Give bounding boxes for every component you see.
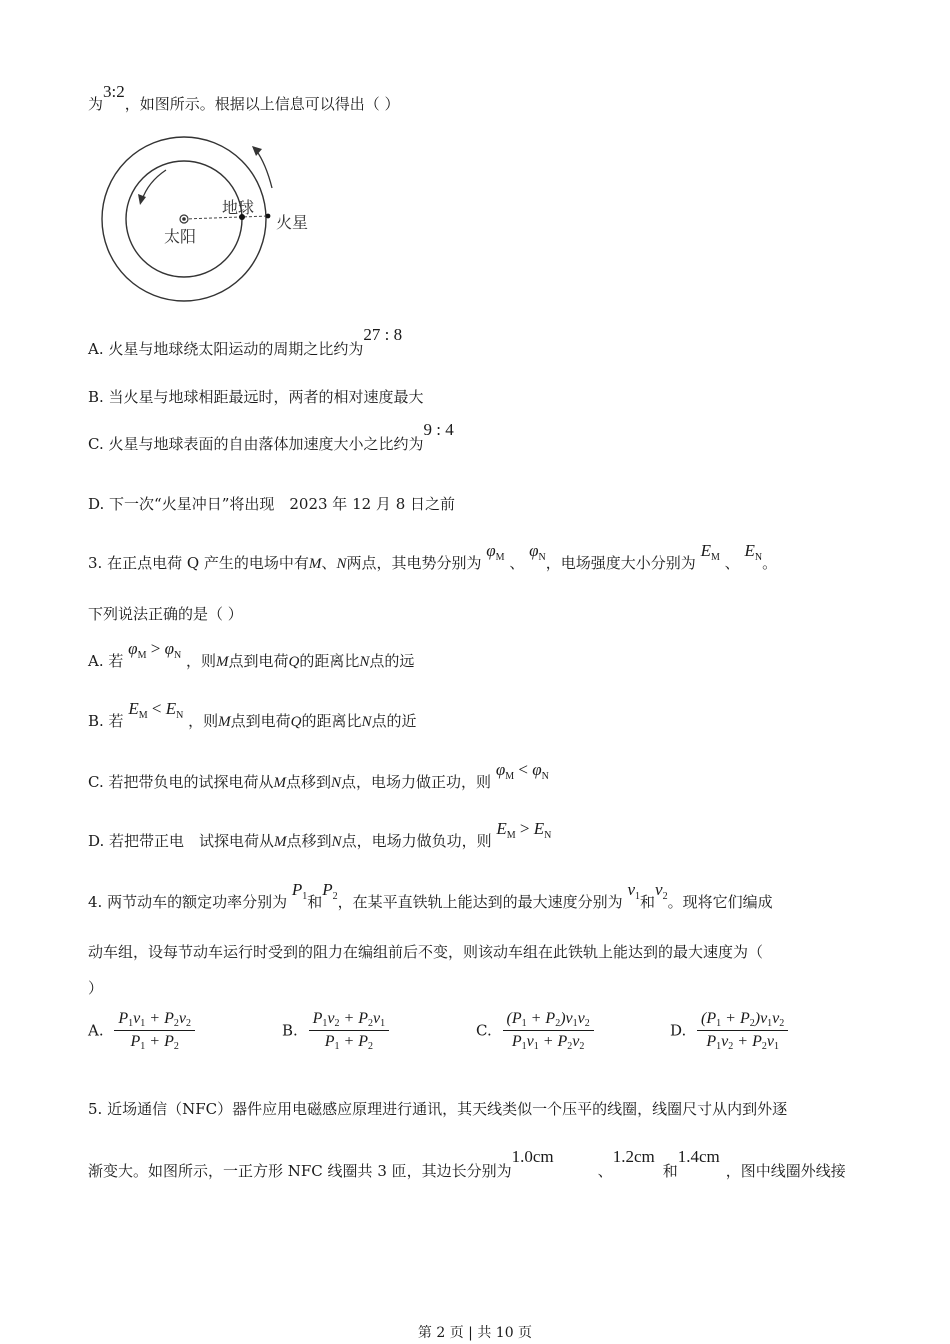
q4-option-a: A. $\frac{P1v1 + P2v2}{P1 + P2}$: [88, 1010, 195, 1051]
side-length-1: 1.0cm: [511, 1147, 554, 1166]
intro-pre: 为: [88, 95, 104, 113]
orbit-figure: [98, 136, 324, 304]
intro-line: [88, 82, 400, 114]
q2-option-b: B. 当火星与地球相距最远时，两者的相对速度最大: [88, 388, 424, 406]
q4-option-b: B. $\frac{P1v2 + P2v1}{P1 + P2}$: [282, 1010, 389, 1051]
q4-option-d: D. $\frac{(P1 + P2)v1v2}{P1v2 + P2v1}$: [670, 1010, 788, 1051]
period-ratio: 27 : 8: [363, 325, 403, 344]
q2-option-d: D. 下一次“火星冲日”将出现 2023 年 12 月 8 日之前: [88, 495, 456, 513]
q3-option-d: D. 若把带正电 试探电荷从M点移到N点，电场力做负功，则 $E_M > E_N$: [88, 819, 552, 850]
gravity-ratio: 9 : 4: [423, 420, 454, 439]
q2-option-a: A. 火星与地球绕太阳运动的周期之比约为27 : 8: [88, 325, 403, 358]
formula-d: $\frac{(P1 + P2)v1v2}{P1v2 + P2v1}$: [697, 1010, 788, 1051]
q3-option-c: C. 若把带负电的试探电荷从M点移到N点，电场力做正功，则 $\varphi_M < \varphi_N$: [88, 760, 549, 791]
mars-label: 火星: [276, 213, 309, 232]
arrow-head-icon: [138, 194, 146, 205]
q5-stem-line1: 5. 近场通信（NFC）器件应用电磁感应原理进行通讯，其天线类似一个压平的线圈，线圈尺寸从内到外逐: [88, 1100, 788, 1118]
earth-direction-arrow: [142, 170, 166, 200]
sun-core: [182, 217, 186, 221]
intro-ratio: 3:2: [103, 82, 125, 101]
formula-b: $\frac{P1v2 + P2v1}{P1 + P2}$: [309, 1010, 390, 1051]
earth-label: 地球: [222, 198, 255, 217]
q3-option-a: A. 若 $\varphi_M > \varphi_N$ ，则M点到电荷Q的距离比N点的远: [88, 639, 415, 670]
arrow-head-icon: [252, 146, 262, 156]
mars-direction-arrow: [256, 150, 272, 188]
q4-stem-line3: ）: [88, 979, 104, 997]
q5-stem-line2: 渐变大。如图所示，一正方形 NFC 线圈共 3 匝，其边长分别为1.0cm、1.2cm和1.4cm，图中线圈外线接: [88, 1147, 846, 1180]
sun-label: 太阳: [164, 227, 197, 246]
side-length-2: 1.2cm: [612, 1147, 655, 1166]
intro-post: ，如图所示。根据以上信息可以得出（ ）: [124, 95, 400, 113]
mars-marker: [266, 214, 271, 219]
q4-option-c: C. $\frac{(P1 + P2)v1v2}{P1v1 + P2v2}$: [476, 1010, 594, 1051]
q3-stem-line1: 3. 在正点电荷 Q 产生的电场中有M、N两点，其电势分别为 $\varphi_M$ 、 $\varphi_N$，电场强度大小分别为 $E_M$ 、 $E_N$。: [88, 541, 778, 572]
formula-a: $\frac{P1v1 + P2v2}{P1 + P2}$: [114, 1010, 195, 1051]
q4-stem-line2: 动车组，设每节动车运行时受到的阻力在编组前后不变，则该动车组在此铁轨上能达到的最大速度为（: [88, 943, 764, 961]
side-length-3: 1.4cm: [677, 1147, 720, 1166]
q3-option-b: B. 若 $E_M < E_N$ ，则M点到电荷Q的距离比N点的近: [88, 699, 417, 730]
q2-option-c: C. 火星与地球表面的自由落体加速度大小之比约为9 : 4: [88, 420, 454, 453]
q3-stem-line2: 下列说法正确的是（ ）: [88, 605, 243, 623]
q4-stem-line1: 4. 两节动车的额定功率分别为 $P_1$和$P_2$，在某平直铁轨上能达到的最大速度分别为 $v_1$和$v_2$。现将它们编成: [88, 880, 773, 911]
formula-c: $\frac{(P1 + P2)v1v2}{P1v1 + P2v2}$: [503, 1010, 594, 1051]
page-footer: 第 2 页 | 共 10 页: [417, 1325, 533, 1341]
